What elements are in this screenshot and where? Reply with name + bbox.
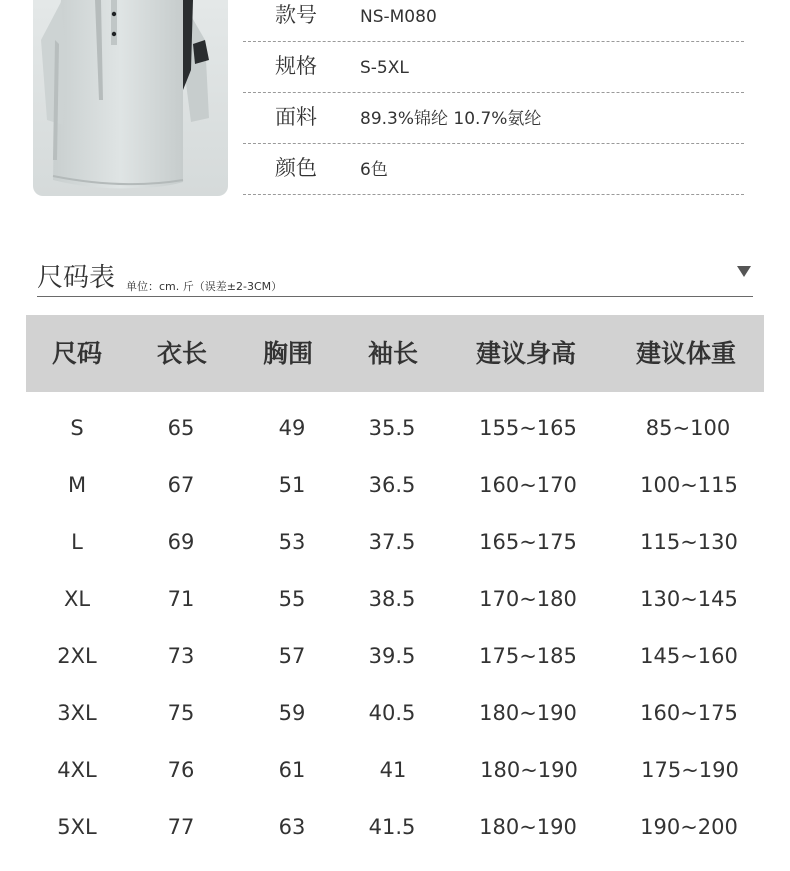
- table-row: [26, 457, 764, 514]
- cell-chest: 63: [278, 815, 306, 839]
- spec-label: 款号: [275, 3, 317, 27]
- table-header-row: [26, 315, 764, 392]
- spec-label: 面料: [275, 105, 317, 129]
- cell-sleeve: 35.5: [368, 416, 416, 440]
- cell-weight: 160~175: [640, 701, 738, 725]
- cell-height: 180~190: [479, 701, 577, 725]
- spec-value: NS-M080: [360, 7, 437, 27]
- polo-shirt-icon: [33, 0, 228, 196]
- cell-length: 75: [167, 701, 195, 725]
- cell-length: 67: [167, 473, 195, 497]
- spec-label: 规格: [275, 54, 317, 78]
- table-row: [26, 514, 764, 571]
- cell-chest: 61: [278, 758, 306, 782]
- table-row: [26, 799, 764, 856]
- spec-value: 89.3%锦纶 10.7%氨纶: [360, 109, 542, 129]
- cell-weight: 145~160: [640, 644, 738, 668]
- cell-weight: 85~100: [645, 416, 731, 440]
- cell-length: 69: [167, 530, 195, 554]
- cell-height: 165~175: [479, 530, 577, 554]
- product-image: [33, 0, 228, 196]
- cell-sleeve: 41: [379, 758, 407, 782]
- size-chart-header: [37, 256, 753, 297]
- cell-height: 170~180: [479, 587, 577, 611]
- cell-weight: 115~130: [640, 530, 738, 554]
- spec-row-sizes: [243, 42, 744, 93]
- cell-size: 4XL: [57, 758, 97, 782]
- cell-size: 2XL: [57, 644, 97, 668]
- cell-chest: 55: [278, 587, 306, 611]
- cell-height: 180~190: [480, 758, 578, 782]
- cell-chest: 49: [278, 416, 306, 440]
- cell-size: M: [67, 473, 87, 497]
- table-row: [26, 685, 764, 742]
- table-row: [26, 571, 764, 628]
- column-header-chest: 胸围: [262, 339, 314, 368]
- cell-length: 71: [167, 587, 195, 611]
- cell-size: L: [71, 530, 83, 554]
- column-header-length: 衣长: [156, 339, 208, 368]
- cell-length: 73: [167, 644, 195, 668]
- cell-sleeve: 37.5: [368, 530, 416, 554]
- cell-weight: 190~200: [640, 815, 738, 839]
- cell-sleeve: 40.5: [368, 701, 416, 725]
- column-header-size: 尺码: [51, 339, 103, 368]
- spec-list: [243, 0, 744, 195]
- table-row: [26, 742, 764, 799]
- cell-length: 77: [167, 815, 195, 839]
- cell-length: 65: [167, 416, 195, 440]
- triangle-down-icon[interactable]: [737, 266, 751, 277]
- cell-length: 76: [167, 758, 195, 782]
- size-chart-unit-note: 单位：cm. 斤（误差±2-3CM）: [126, 280, 283, 293]
- cell-chest: 57: [278, 644, 306, 668]
- cell-height: 175~185: [479, 644, 577, 668]
- size-table: [26, 315, 764, 392]
- cell-size: 5XL: [57, 815, 97, 839]
- cell-sleeve: 41.5: [368, 815, 416, 839]
- cell-chest: 53: [278, 530, 306, 554]
- column-header-sleeve: 袖长: [367, 339, 419, 368]
- spec-row-fabric: [243, 93, 744, 144]
- table-row: [26, 400, 764, 457]
- cell-height: 180~190: [479, 815, 577, 839]
- cell-height: 160~170: [479, 473, 577, 497]
- spec-value: 6色: [360, 160, 388, 180]
- cell-chest: 51: [278, 473, 306, 497]
- cell-sleeve: 39.5: [368, 644, 416, 668]
- spec-row-style-number: [243, 0, 744, 42]
- size-table-body: [26, 400, 764, 856]
- spec-label: 颜色: [275, 156, 317, 180]
- cell-weight: 100~115: [640, 473, 738, 497]
- cell-size: XL: [63, 587, 91, 611]
- cell-weight: 130~145: [640, 587, 738, 611]
- column-header-weight: 建议体重: [635, 339, 737, 368]
- cell-sleeve: 36.5: [368, 473, 416, 497]
- cell-size: 3XL: [57, 701, 97, 725]
- cell-height: 155~165: [479, 416, 577, 440]
- spec-row-colors: [243, 144, 744, 195]
- spec-value: S-5XL: [360, 58, 409, 78]
- size-chart-title: 尺码表: [37, 263, 116, 293]
- table-row: [26, 628, 764, 685]
- cell-sleeve: 38.5: [368, 587, 416, 611]
- cell-chest: 59: [278, 701, 306, 725]
- column-header-height: 建议身高: [475, 339, 577, 368]
- cell-size: S: [70, 416, 84, 440]
- cell-weight: 175~190: [641, 758, 739, 782]
